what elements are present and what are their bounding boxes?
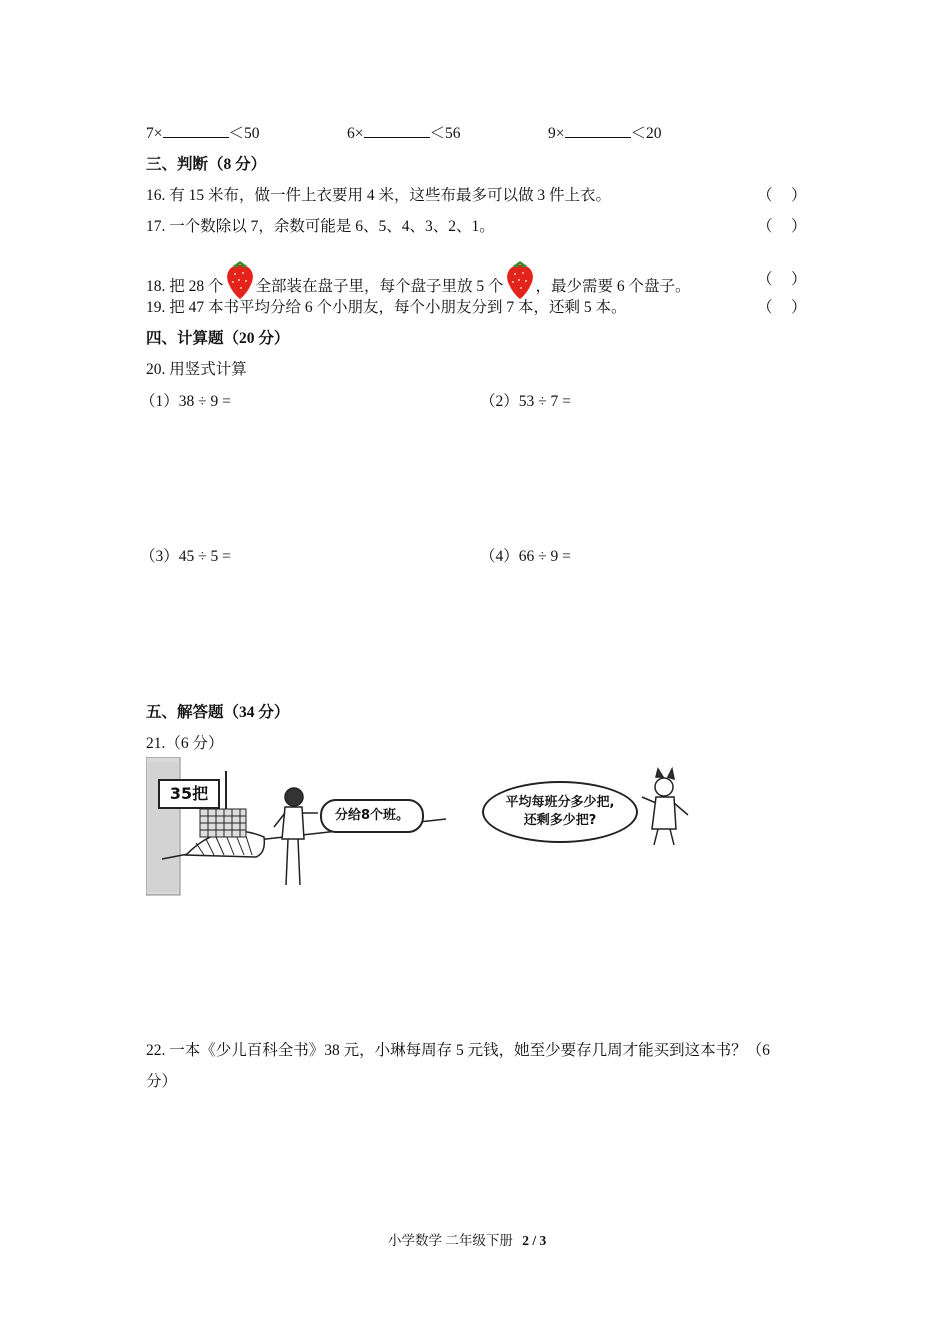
inequality-1 — [146, 121, 260, 143]
paren-close: ） — [791, 187, 807, 204]
inequality-3-right: ＜20 — [630, 125, 662, 142]
bubble-1-text: 分给8个班。 — [334, 808, 410, 823]
paren-open: （ — [757, 299, 773, 316]
strawberry-icon — [224, 259, 256, 299]
speech-bubble-2 — [482, 781, 638, 843]
question-22-line-2: 分） — [146, 1073, 178, 1090]
question-21-title: 21.（6 分） — [146, 735, 224, 752]
calc-item-3: （3）45 ÷ 5 = — [140, 548, 231, 565]
answer-blank-2[interactable] — [364, 123, 430, 138]
answer-blank-1[interactable] — [163, 123, 229, 138]
bubble-2-line-1: 平均每班分多少把, — [505, 795, 615, 810]
strawberry-icon — [504, 259, 536, 299]
chair-count-sign — [158, 779, 220, 809]
question-18-part1: 18. 把 28 个 — [146, 278, 224, 295]
paren-open: （ — [757, 271, 773, 288]
question-17: 17. 一个数除以 7，余数可能是 6、5、4、3、2、1。 — [146, 218, 495, 235]
footer-text: 小学数学 二年级下册 — [388, 1233, 513, 1248]
question-20-title: 20. 用竖式计算 — [146, 361, 247, 378]
question-21-illustration — [146, 757, 706, 897]
question-22-line-1: 22. 一本《少儿百科全书》38 元，小琳每周存 5 元钱，她至少要存几周才能买到这本书？（6 — [146, 1042, 770, 1059]
inequality-1-left: 7× — [146, 125, 163, 142]
sign-text: 35把 — [169, 784, 209, 803]
answer-blank-3[interactable] — [565, 123, 631, 138]
section-3-title: 三、判断（8 分） — [146, 156, 267, 173]
inequality-2-right: ＜56 — [429, 125, 461, 142]
question-16: 16. 有 15 米布，做一件上衣要用 4 米，这些布最多可以做 3 件上衣。 — [146, 187, 612, 204]
page-footer — [388, 1229, 546, 1249]
question-18-part3: ，最少需要 6 个盘子。 — [535, 278, 691, 295]
paren-open: （ — [757, 218, 773, 235]
section-5-title: 五、解答题（34 分） — [146, 704, 290, 721]
inequality-3 — [548, 121, 662, 143]
calc-item-2: （2）53 ÷ 7 = — [480, 393, 571, 410]
paren-close: ） — [791, 218, 807, 235]
section-4-title: 四、计算题（20 分） — [146, 330, 290, 347]
paren-close: ） — [791, 271, 807, 288]
bubble-2-line-2: 还剩多少把? — [523, 813, 597, 828]
calc-item-1: （1）38 ÷ 9 = — [140, 393, 231, 410]
inequality-3-left: 9× — [548, 125, 565, 142]
paren-open: （ — [757, 187, 773, 204]
paren-close: ） — [791, 299, 807, 316]
inequality-2-left: 6× — [347, 125, 364, 142]
question-19: 19. 把 47 本书平均分给 6 个小朋友，每个小朋友分到 7 本，还剩 5 本。 — [146, 299, 627, 316]
inequality-2 — [347, 121, 461, 143]
calc-item-4: （4）66 ÷ 9 = — [480, 548, 571, 565]
question-18-part2: 全部装在盘子里，每个盘子里放 5 个 — [255, 278, 504, 295]
inequality-1-right: ＜50 — [228, 125, 260, 142]
page-number: 2 / 3 — [522, 1233, 547, 1248]
speech-bubble-1 — [320, 799, 424, 833]
